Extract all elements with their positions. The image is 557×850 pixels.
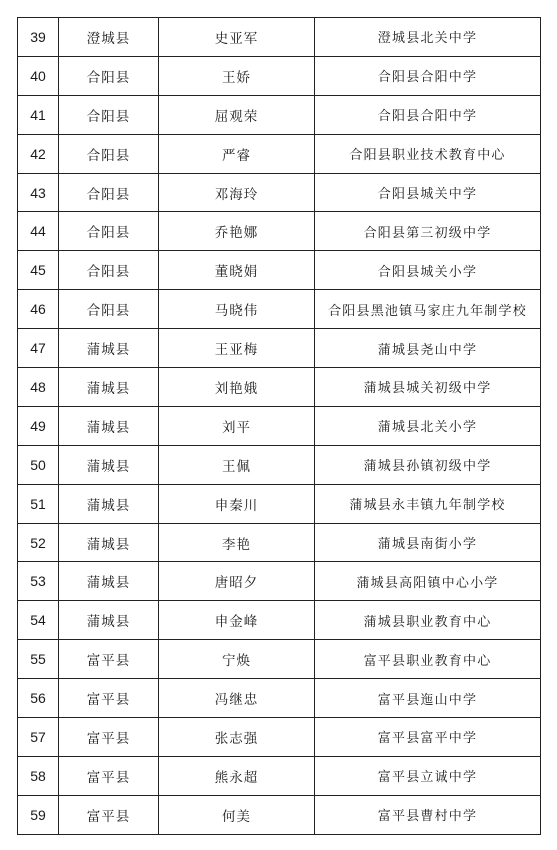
person-name-cell: 唐昭夕 [159, 562, 315, 601]
person-name-cell: 屈观荣 [159, 95, 315, 134]
row-number: 39 [18, 18, 59, 57]
county-cell: 富平县 [59, 718, 159, 757]
row-number: 52 [18, 523, 59, 562]
school-cell: 蒲城县永丰镇九年制学校 [315, 484, 541, 523]
roster-table-body [18, 18, 541, 835]
person-name-cell: 史亚军 [159, 18, 315, 57]
county-cell: 蒲城县 [59, 368, 159, 407]
school-cell: 澄城县北关中学 [315, 18, 541, 57]
county-cell: 蒲城县 [59, 445, 159, 484]
person-name-cell: 李艳 [159, 523, 315, 562]
table-row [18, 251, 541, 290]
roster-table [17, 17, 541, 835]
table-row [18, 523, 541, 562]
county-cell: 蒲城县 [59, 523, 159, 562]
county-cell: 合阳县 [59, 134, 159, 173]
county-cell: 合阳县 [59, 212, 159, 251]
person-name-cell: 乔艳娜 [159, 212, 315, 251]
school-cell: 蒲城县高阳镇中心小学 [315, 562, 541, 601]
person-name-cell: 邓海玲 [159, 173, 315, 212]
county-cell: 蒲城县 [59, 406, 159, 445]
row-number: 49 [18, 406, 59, 445]
table-row [18, 679, 541, 718]
table-row [18, 134, 541, 173]
row-number: 45 [18, 251, 59, 290]
table-row [18, 601, 541, 640]
table-row [18, 56, 541, 95]
county-cell: 蒲城县 [59, 601, 159, 640]
county-cell: 蒲城县 [59, 562, 159, 601]
row-number: 50 [18, 445, 59, 484]
row-number: 47 [18, 329, 59, 368]
school-cell: 合阳县城关小学 [315, 251, 541, 290]
school-cell: 合阳县城关中学 [315, 173, 541, 212]
county-cell: 富平县 [59, 640, 159, 679]
person-name-cell: 董晓娟 [159, 251, 315, 290]
school-cell: 富平县富平中学 [315, 718, 541, 757]
table-row [18, 562, 541, 601]
table-row [18, 95, 541, 134]
school-cell: 富平县曹村中学 [315, 795, 541, 834]
row-number: 54 [18, 601, 59, 640]
table-row [18, 484, 541, 523]
person-name-cell: 马晓伟 [159, 290, 315, 329]
school-cell: 富平县迤山中学 [315, 679, 541, 718]
county-cell: 合阳县 [59, 290, 159, 329]
row-number: 44 [18, 212, 59, 251]
row-number: 42 [18, 134, 59, 173]
table-row [18, 368, 541, 407]
school-cell: 蒲城县尧山中学 [315, 329, 541, 368]
school-cell: 蒲城县城关初级中学 [315, 368, 541, 407]
county-cell: 富平县 [59, 679, 159, 718]
school-cell: 合阳县黑池镇马家庄九年制学校 [315, 290, 541, 329]
row-number: 55 [18, 640, 59, 679]
table-row [18, 445, 541, 484]
county-cell: 蒲城县 [59, 329, 159, 368]
person-name-cell: 申金峰 [159, 601, 315, 640]
person-name-cell: 王娇 [159, 56, 315, 95]
table-row [18, 406, 541, 445]
table-row [18, 212, 541, 251]
county-cell: 富平县 [59, 756, 159, 795]
person-name-cell: 王亚梅 [159, 329, 315, 368]
school-cell: 合阳县合阳中学 [315, 95, 541, 134]
row-number: 59 [18, 795, 59, 834]
person-name-cell: 冯继忠 [159, 679, 315, 718]
county-cell: 富平县 [59, 795, 159, 834]
person-name-cell: 王佩 [159, 445, 315, 484]
school-cell: 富平县职业教育中心 [315, 640, 541, 679]
row-number: 46 [18, 290, 59, 329]
school-cell: 蒲城县职业教育中心 [315, 601, 541, 640]
table-row [18, 329, 541, 368]
row-number: 57 [18, 718, 59, 757]
row-number: 53 [18, 562, 59, 601]
school-cell: 合阳县合阳中学 [315, 56, 541, 95]
person-name-cell: 刘平 [159, 406, 315, 445]
county-cell: 合阳县 [59, 173, 159, 212]
county-cell: 合阳县 [59, 95, 159, 134]
school-cell: 蒲城县北关小学 [315, 406, 541, 445]
school-cell: 富平县立诚中学 [315, 756, 541, 795]
person-name-cell: 严睿 [159, 134, 315, 173]
row-number: 58 [18, 756, 59, 795]
county-cell: 蒲城县 [59, 484, 159, 523]
table-row [18, 173, 541, 212]
row-number: 51 [18, 484, 59, 523]
person-name-cell: 申秦川 [159, 484, 315, 523]
county-cell: 澄城县 [59, 18, 159, 57]
table-row [18, 718, 541, 757]
school-cell: 合阳县职业技术教育中心 [315, 134, 541, 173]
person-name-cell: 何美 [159, 795, 315, 834]
row-number: 48 [18, 368, 59, 407]
school-cell: 蒲城县孙镇初级中学 [315, 445, 541, 484]
person-name-cell: 刘艳娥 [159, 368, 315, 407]
row-number: 43 [18, 173, 59, 212]
table-row [18, 290, 541, 329]
person-name-cell: 熊永超 [159, 756, 315, 795]
county-cell: 合阳县 [59, 251, 159, 290]
person-name-cell: 宁焕 [159, 640, 315, 679]
row-number: 40 [18, 56, 59, 95]
row-number: 56 [18, 679, 59, 718]
person-name-cell: 张志强 [159, 718, 315, 757]
table-row [18, 640, 541, 679]
table-row [18, 756, 541, 795]
school-cell: 蒲城县南街小学 [315, 523, 541, 562]
school-cell: 合阳县第三初级中学 [315, 212, 541, 251]
roster-sheet [17, 17, 541, 835]
table-row [18, 18, 541, 57]
table-row [18, 795, 541, 834]
county-cell: 合阳县 [59, 56, 159, 95]
row-number: 41 [18, 95, 59, 134]
